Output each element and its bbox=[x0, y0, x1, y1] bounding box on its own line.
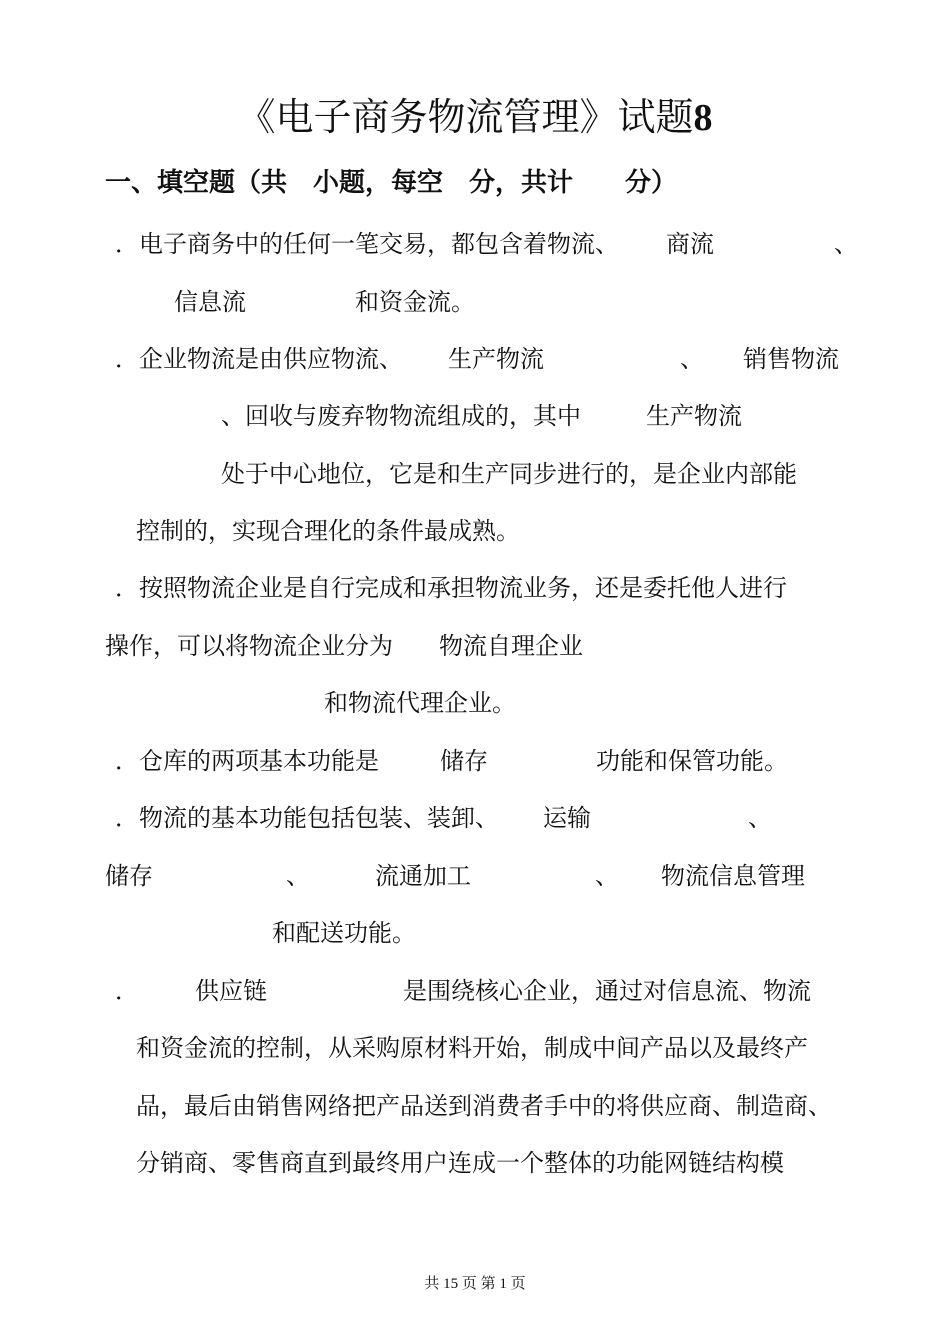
q1-text-end: 和资金流。 bbox=[355, 288, 475, 316]
q5-answer-1: 运输 bbox=[543, 804, 591, 832]
q5-text-end: 和配送功能。 bbox=[272, 919, 416, 947]
q5-answer-2: 储存 bbox=[105, 862, 153, 890]
q5-separator-1: 、 bbox=[748, 804, 772, 832]
q4-answer-1: 储存 bbox=[440, 747, 488, 775]
q5-text: ．物流的基本功能包括包装、装卸、 bbox=[115, 804, 499, 832]
q3-text-line1: ．按照物流企业是自行完成和承担物流业务，还是委托他人进行 bbox=[115, 574, 787, 602]
q6-text-line3: 品，最后由销售网络把产品送到消费者手中的将供应商、制造商、 bbox=[136, 1092, 832, 1120]
q1-answer-2: 信息流 bbox=[174, 288, 246, 316]
q1-answer-1: 商流 bbox=[666, 230, 714, 258]
q3-answer-1: 物流自理企业 bbox=[439, 632, 583, 660]
q2-answer-1: 生产物流 bbox=[448, 345, 544, 373]
page-title bbox=[0, 92, 950, 143]
q6-number: ． bbox=[115, 977, 139, 1005]
q5-separator-3: 、 bbox=[595, 862, 619, 890]
q6-text-line4: 分销商、零售商直到最终用户连成一个整体的功能网链结构模 bbox=[136, 1149, 784, 1177]
q6-text-line1: 是围绕核心企业，通过对信息流、物流 bbox=[403, 977, 811, 1005]
q3-text-line2: 操作，可以将物流企业分为 bbox=[105, 632, 393, 660]
q4-text-end: 功能和保管功能。 bbox=[596, 747, 788, 775]
q1-text: ．电子商务中的任何一笔交易，都包含着物流、 bbox=[115, 230, 619, 258]
q5-answer-3: 流通加工 bbox=[375, 862, 471, 890]
q5-separator-2: 、 bbox=[286, 862, 310, 890]
q5-answer-4: 物流信息管理 bbox=[661, 862, 805, 890]
q2-text-line4: 控制的，实现合理化的条件最成熟。 bbox=[136, 517, 520, 545]
q3-text-line3: 和物流代理企业。 bbox=[324, 689, 516, 717]
q2-text: ．企业物流是由供应物流、 bbox=[115, 345, 403, 373]
q4-text: ．仓库的两项基本功能是 bbox=[115, 747, 379, 775]
q2-text-mid: 、回收与废弃物物流组成的，其中 bbox=[221, 402, 581, 430]
q2-answer-3: 生产物流 bbox=[646, 402, 742, 430]
q6-text-line2: 和资金流的控制，从采购原材料开始，制成中间产品以及最终产 bbox=[136, 1034, 808, 1062]
q2-separator: 、 bbox=[680, 345, 704, 373]
section-heading: 一、填空题（共 小题，每空 分，共计 分） bbox=[105, 168, 678, 198]
page-footer: 共 15 页 第 1 页 bbox=[424, 1276, 526, 1292]
title-text: 《电子商务物流管理》试题 bbox=[237, 95, 694, 139]
q2-text-line3: 处于中心地位，它是和生产同步进行的，是企业内部能 bbox=[221, 460, 797, 488]
q1-separator: 、 bbox=[834, 230, 858, 258]
title-number: 8 bbox=[693, 97, 713, 139]
q2-answer-2: 销售物流 bbox=[743, 345, 839, 373]
q6-answer-1: 供应链 bbox=[195, 977, 267, 1005]
